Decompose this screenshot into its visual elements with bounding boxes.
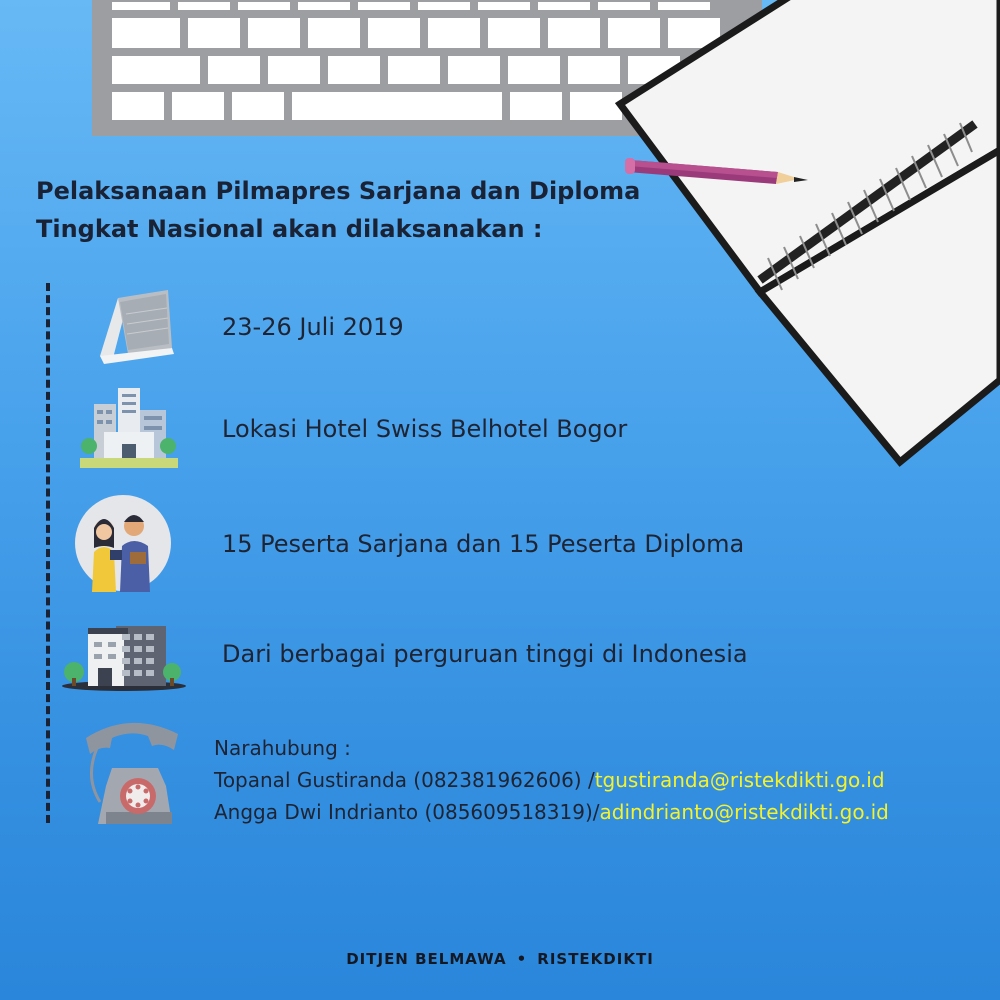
calendar-icon [96, 284, 176, 374]
students-icon [74, 494, 172, 592]
contact-label: Narahubung : [214, 736, 351, 760]
footer [0, 950, 1000, 968]
heading [36, 172, 676, 248]
heading-line-2: Tingkat Nasional akan dilaksanakan : [36, 215, 543, 243]
participants-text: 15 Peserta Sarjana dan 15 Peserta Diploma [222, 530, 745, 558]
location-text: Lokasi Hotel Swiss Belhotel Bogor [222, 415, 628, 443]
timeline-dashed-line [46, 283, 50, 823]
office-building-icon [80, 386, 178, 470]
footer-separator: • [516, 950, 528, 968]
heading-line-1: Pelaksanaan Pilmapres Sarjana dan Diploma [36, 177, 641, 205]
contact-person-2 [214, 796, 889, 828]
contact-person-1 [214, 764, 889, 796]
origin-text: Dari berbagai perguruan tinggi di Indonesia [222, 640, 748, 668]
contact-email-2[interactable]: adindrianto@ristekdikti.go.id [599, 800, 889, 824]
contact-person-2-text: Angga Dwi Indrianto (085609518319)/ [214, 800, 600, 824]
date-text: 23-26 Juli 2019 [222, 313, 404, 341]
footer-left: DITJEN BELMAWA [346, 950, 507, 968]
contact-block [214, 732, 889, 828]
contact-email-1[interactable]: tgustiranda@ristekdikti.go.id [594, 768, 885, 792]
university-building-icon [60, 618, 188, 692]
footer-right: RISTEKDIKTI [537, 950, 654, 968]
contact-person-1-text: Topanal Gustiranda (082381962606) / [214, 768, 595, 792]
telephone-icon [78, 716, 184, 828]
